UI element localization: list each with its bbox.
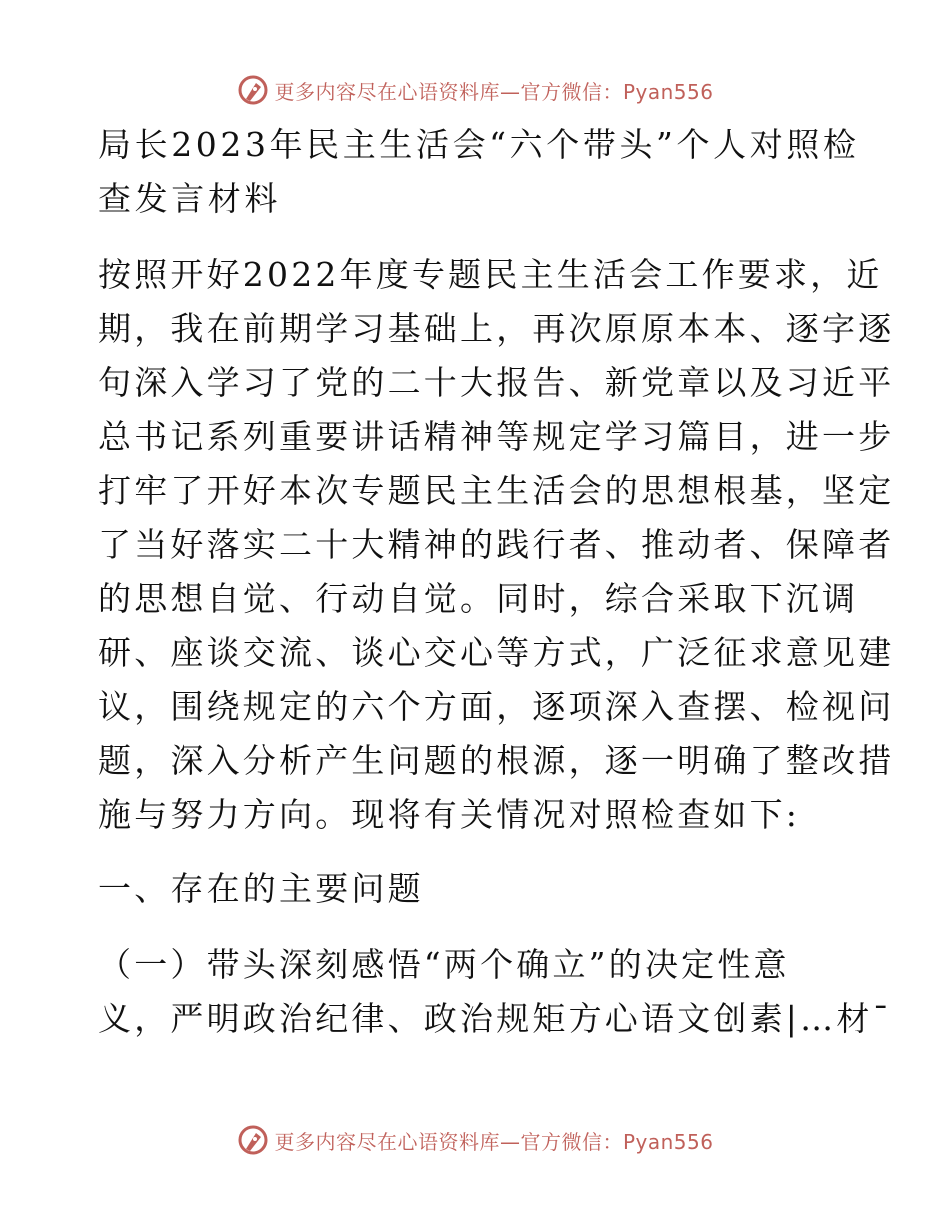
title-line: 局长2023年民主生活会“六个带头”个人对照检 — [98, 125, 860, 164]
section-heading: 一、存在的主要问题 — [98, 869, 424, 908]
document-body — [98, 118, 895, 1046]
watermark-text: 更多内容尽在心语资料库—官方微信：Pyan556 — [274, 79, 714, 104]
paragraph-line: 的思想自觉、行动自觉。同时，综合采取下沉调 — [98, 579, 859, 618]
watermark-text: 更多内容尽在心语资料库—官方微信：Pyan556 — [274, 1129, 714, 1154]
title-line: 查发言材料 — [98, 179, 281, 218]
watermark-banner-bottom — [0, 1120, 950, 1160]
subsection-paragraph — [98, 938, 893, 1046]
paragraph-line: 了当好落实二十大精神的践行者、推动者、保障者 — [98, 525, 895, 564]
paragraph-line: 总书记系列重要讲话精神等规定学习篇目，进一步 — [98, 417, 895, 456]
paragraph-line: 打牢了开好本次专题民主生活会的思想根基，坚定 — [98, 471, 895, 510]
paragraph-line: 议，围绕规定的六个方面，逐项深入查摆、检视问 — [98, 687, 895, 726]
paragraph-line: 按照开好2022年度专题民主生活会工作要求，近 — [98, 255, 883, 294]
paragraph-line: 施与努力方向。现将有关情况对照检查如下: — [98, 795, 801, 834]
paragraph-line: 题，深入分析产生问题的根源，逐一明确了整改措 — [98, 741, 895, 780]
document-title — [98, 118, 858, 226]
paragraph-line: 研、座谈交流、谈心交心等方式，广泛征求意见建 — [98, 633, 895, 672]
watermark-banner-top — [0, 70, 950, 110]
paragraph-line: 期，我在前期学习基础上，再次原原本本、逐字逐 — [98, 309, 895, 348]
intro-paragraph — [98, 248, 895, 842]
paragraph-line: （一）带头深刻感悟“两个确立”的决定性意 — [98, 945, 790, 984]
paragraph-line: 句深入学习了党的二十大报告、新党章以及习近平 — [98, 363, 895, 402]
pen-nib-circle-icon — [236, 1123, 270, 1157]
pen-nib-circle-icon — [236, 73, 270, 107]
paragraph-line: 义，严明政治纪律、政治规矩方心语文创素|…材¯ — [98, 999, 893, 1038]
